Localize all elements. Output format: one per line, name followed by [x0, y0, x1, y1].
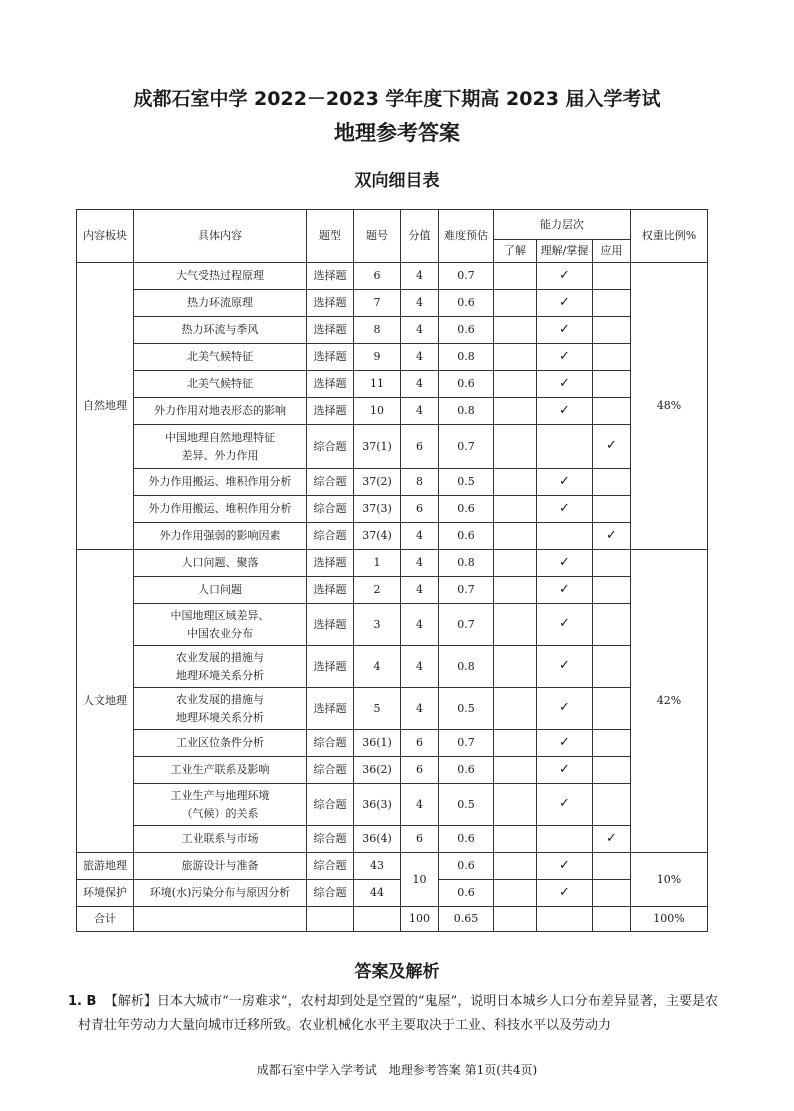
check-mark-icon: ✓	[559, 554, 570, 570]
block-cell: 自然地理	[77, 263, 134, 550]
header-ability: 能力层次	[494, 210, 631, 240]
level-understand-cell	[494, 496, 537, 523]
difficulty-cell: 0.8	[439, 344, 494, 371]
type-cell: 选择题	[307, 263, 354, 290]
number-cell: 1	[354, 550, 401, 577]
level-master-cell	[537, 880, 593, 907]
table-row	[77, 398, 708, 425]
score-cell: 4	[401, 550, 439, 577]
content-line: 工业生产与地理环境	[170, 789, 270, 803]
header-apply: 应用	[593, 240, 631, 263]
check-mark-icon: ✓	[559, 616, 570, 632]
content-cell	[134, 826, 307, 853]
level-master-cell	[537, 523, 593, 550]
difficulty-cell: 0.7	[439, 604, 494, 646]
level-understand-cell	[494, 371, 537, 398]
content-cell	[134, 263, 307, 290]
type-cell: 选择题	[307, 371, 354, 398]
total-row	[77, 907, 708, 932]
check-mark-icon: ✓	[559, 402, 570, 418]
content-cell	[134, 425, 307, 469]
level-master-cell	[537, 425, 593, 469]
level-understand-cell	[494, 550, 537, 577]
specification-table	[76, 209, 708, 932]
level-understand-cell	[494, 344, 537, 371]
content-line: 工业联系与市场	[181, 832, 259, 846]
check-mark-icon: ✓	[559, 658, 570, 674]
score-cell: 4	[401, 371, 439, 398]
content-line: 工业区位条件分析	[176, 736, 264, 750]
content-cell	[134, 784, 307, 826]
level-understand-cell	[494, 523, 537, 550]
score-cell: 10	[401, 853, 439, 907]
weight-cell: 42%	[631, 550, 708, 853]
header-understand: 了解	[494, 240, 537, 263]
type-cell: 选择题	[307, 317, 354, 344]
check-mark-icon: ✓	[559, 884, 570, 900]
table-row	[77, 317, 708, 344]
level-understand-cell	[494, 317, 537, 344]
level-master-cell	[537, 826, 593, 853]
type-cell: 选择题	[307, 604, 354, 646]
content-line: （气候）的关系	[181, 806, 259, 820]
content-line: 热力环流与季风	[181, 323, 259, 337]
content-cell	[134, 577, 307, 604]
total-weight: 100%	[631, 907, 708, 932]
check-mark-icon: ✓	[559, 700, 570, 716]
content-cell	[134, 371, 307, 398]
type-cell: 选择题	[307, 688, 354, 730]
table-row	[77, 646, 708, 688]
table-row	[77, 496, 708, 523]
level-apply-cell	[593, 425, 631, 469]
score-cell: 4	[401, 398, 439, 425]
table-row	[77, 880, 708, 907]
score-cell: 6	[401, 496, 439, 523]
type-cell: 选择题	[307, 398, 354, 425]
difficulty-cell: 0.6	[439, 371, 494, 398]
score-cell: 6	[401, 425, 439, 469]
type-cell: 选择题	[307, 646, 354, 688]
empty-cell	[354, 907, 401, 932]
table-row	[77, 604, 708, 646]
table-row	[77, 263, 708, 290]
difficulty-cell: 0.5	[439, 688, 494, 730]
difficulty-cell: 0.7	[439, 730, 494, 757]
content-line: 外力作用搬运、堆积作用分析	[148, 475, 292, 489]
content-line: 中国地理自然地理特征	[165, 431, 275, 445]
check-mark-icon: ✓	[559, 473, 570, 489]
table-title: 双向细目表	[354, 171, 440, 191]
type-cell: 综合题	[307, 757, 354, 784]
content-cell	[134, 290, 307, 317]
answers-section-title: 答案及解析	[354, 962, 440, 982]
number-cell: 36(2)	[354, 757, 401, 784]
number-cell: 11	[354, 371, 401, 398]
content-cell	[134, 646, 307, 688]
number-cell: 37(2)	[354, 469, 401, 496]
level-master-cell	[537, 757, 593, 784]
check-mark-icon: ✓	[559, 375, 570, 391]
level-master-cell	[537, 290, 593, 317]
table-row	[77, 853, 708, 880]
level-master-cell	[537, 730, 593, 757]
content-line: 环境(水)污染分布与原因分析	[149, 886, 291, 900]
score-cell: 4	[401, 646, 439, 688]
score-cell: 4	[401, 263, 439, 290]
type-cell: 综合题	[307, 880, 354, 907]
content-line: 热力环流原理	[187, 296, 253, 310]
table-row	[77, 784, 708, 826]
score-cell: 6	[401, 826, 439, 853]
level-master-cell	[537, 646, 593, 688]
header-block: 内容板块	[77, 210, 134, 263]
level-understand-cell	[494, 757, 537, 784]
empty-cell	[134, 907, 307, 932]
header-content: 具体内容	[134, 210, 307, 263]
difficulty-cell: 0.6	[439, 523, 494, 550]
level-apply-cell	[593, 398, 631, 425]
empty-cell	[307, 907, 354, 932]
header-master: 理解/掌握	[537, 240, 593, 263]
score-cell: 4	[401, 604, 439, 646]
type-cell: 选择题	[307, 290, 354, 317]
level-master-cell	[537, 371, 593, 398]
number-cell: 9	[354, 344, 401, 371]
content-line: 人口问题	[198, 583, 242, 597]
block-cell: 环境保护	[77, 880, 134, 907]
level-apply-cell	[593, 826, 631, 853]
total-difficulty: 0.65	[439, 907, 494, 932]
difficulty-cell: 0.8	[439, 550, 494, 577]
exam-title: 成都石室中学 2022－2023 学年度下期高 2023 届入学考试	[133, 88, 661, 110]
check-mark-icon: ✓	[559, 348, 570, 364]
check-mark-icon: ✓	[606, 438, 617, 454]
score-cell: 4	[401, 688, 439, 730]
content-line: 大气受热过程原理	[176, 269, 264, 283]
table-row	[77, 577, 708, 604]
difficulty-cell: 0.5	[439, 469, 494, 496]
score-cell: 4	[401, 344, 439, 371]
level-understand-cell	[494, 469, 537, 496]
type-cell: 综合题	[307, 469, 354, 496]
level-master-cell	[537, 550, 593, 577]
level-apply-cell	[593, 317, 631, 344]
level-apply-cell	[593, 784, 631, 826]
number-cell: 36(3)	[354, 784, 401, 826]
number-cell: 5	[354, 688, 401, 730]
check-mark-icon: ✓	[559, 734, 570, 750]
difficulty-cell: 0.6	[439, 826, 494, 853]
table-row	[77, 469, 708, 496]
type-cell: 选择题	[307, 577, 354, 604]
content-cell	[134, 757, 307, 784]
level-understand-cell	[494, 853, 537, 880]
empty-cell	[494, 907, 537, 932]
header-type: 题型	[307, 210, 354, 263]
level-apply-cell	[593, 757, 631, 784]
level-master-cell	[537, 344, 593, 371]
header-score: 分值	[401, 210, 439, 263]
type-cell: 综合题	[307, 425, 354, 469]
number-cell: 36(4)	[354, 826, 401, 853]
content-line: 北美气候特征	[187, 377, 253, 391]
table-row	[77, 523, 708, 550]
difficulty-cell: 0.6	[439, 317, 494, 344]
table-row	[77, 730, 708, 757]
level-apply-cell	[593, 290, 631, 317]
block-cell: 人文地理	[77, 550, 134, 853]
content-cell	[134, 398, 307, 425]
level-master-cell	[537, 688, 593, 730]
level-master-cell	[537, 398, 593, 425]
check-mark-icon: ✓	[606, 830, 617, 846]
content-cell	[134, 496, 307, 523]
level-apply-cell	[593, 263, 631, 290]
level-understand-cell	[494, 577, 537, 604]
number-cell: 37(3)	[354, 496, 401, 523]
table-row	[77, 344, 708, 371]
content-line: 工业生产联系及影响	[170, 763, 270, 777]
block-cell: 旅游地理	[77, 853, 134, 880]
type-cell: 综合题	[307, 523, 354, 550]
level-apply-cell	[593, 730, 631, 757]
header-number: 题号	[354, 210, 401, 263]
number-cell: 43	[354, 853, 401, 880]
check-mark-icon: ✓	[559, 500, 570, 516]
table-row	[77, 425, 708, 469]
level-master-cell	[537, 496, 593, 523]
content-cell	[134, 523, 307, 550]
level-apply-cell	[593, 371, 631, 398]
level-apply-cell	[593, 577, 631, 604]
number-cell: 3	[354, 604, 401, 646]
table-row	[77, 688, 708, 730]
level-apply-cell	[593, 688, 631, 730]
content-line: 农业发展的措施与	[176, 693, 264, 707]
level-master-cell	[537, 577, 593, 604]
empty-cell	[593, 907, 631, 932]
difficulty-cell: 0.6	[439, 757, 494, 784]
level-apply-cell	[593, 550, 631, 577]
level-apply-cell	[593, 853, 631, 880]
table-row	[77, 290, 708, 317]
type-cell: 综合题	[307, 730, 354, 757]
number-cell: 44	[354, 880, 401, 907]
difficulty-cell: 0.7	[439, 425, 494, 469]
header-difficulty: 难度预估	[439, 210, 494, 263]
content-line: 外力作用强弱的影响因素	[159, 529, 281, 543]
number-cell: 10	[354, 398, 401, 425]
level-master-cell	[537, 853, 593, 880]
level-apply-cell	[593, 880, 631, 907]
table-row	[77, 371, 708, 398]
content-line: 差异、外力作用	[181, 448, 259, 462]
content-cell	[134, 469, 307, 496]
score-cell: 4	[401, 577, 439, 604]
difficulty-cell: 0.8	[439, 646, 494, 688]
table-row	[77, 826, 708, 853]
score-cell: 4	[401, 784, 439, 826]
content-cell	[134, 317, 307, 344]
number-cell: 37(4)	[354, 523, 401, 550]
number-cell: 8	[354, 317, 401, 344]
table-row	[77, 550, 708, 577]
check-mark-icon: ✓	[559, 796, 570, 812]
level-understand-cell	[494, 263, 537, 290]
check-mark-icon: ✓	[559, 321, 570, 337]
level-master-cell	[537, 469, 593, 496]
content-line: 北美气候特征	[187, 350, 253, 364]
score-cell: 4	[401, 523, 439, 550]
level-understand-cell	[494, 826, 537, 853]
difficulty-cell: 0.7	[439, 263, 494, 290]
header-weight: 权重比例%	[631, 210, 708, 263]
content-cell	[134, 604, 307, 646]
weight-cell: 48%	[631, 263, 708, 550]
level-understand-cell	[494, 646, 537, 688]
difficulty-cell: 0.6	[439, 290, 494, 317]
answer-title: 地理参考答案	[334, 121, 460, 145]
type-cell: 综合题	[307, 496, 354, 523]
score-cell: 4	[401, 290, 439, 317]
level-master-cell	[537, 784, 593, 826]
level-apply-cell	[593, 496, 631, 523]
total-score: 100	[401, 907, 439, 932]
content-line: 地理环境关系分析	[176, 668, 264, 682]
level-understand-cell	[494, 784, 537, 826]
score-cell: 6	[401, 757, 439, 784]
difficulty-cell: 0.6	[439, 853, 494, 880]
type-cell: 综合题	[307, 784, 354, 826]
check-mark-icon: ✓	[559, 857, 570, 873]
content-line: 地理环境关系分析	[176, 710, 264, 724]
difficulty-cell: 0.6	[439, 880, 494, 907]
type-cell: 选择题	[307, 550, 354, 577]
content-cell	[134, 880, 307, 907]
number-cell: 6	[354, 263, 401, 290]
content-cell	[134, 853, 307, 880]
level-understand-cell	[494, 290, 537, 317]
level-apply-cell	[593, 469, 631, 496]
score-cell: 4	[401, 317, 439, 344]
answer-paragraph	[68, 990, 718, 1038]
check-mark-icon: ✓	[559, 581, 570, 597]
level-master-cell	[537, 317, 593, 344]
number-cell: 7	[354, 290, 401, 317]
check-mark-icon: ✓	[559, 761, 570, 777]
content-cell	[134, 730, 307, 757]
number-cell: 36(1)	[354, 730, 401, 757]
number-cell: 2	[354, 577, 401, 604]
content-cell	[134, 550, 307, 577]
level-master-cell	[537, 604, 593, 646]
question-number: 1. B	[68, 994, 97, 1009]
number-cell: 37(1)	[354, 425, 401, 469]
page-footer: 成都石室中学入学考试 地理参考答案 第1页(共4页)	[256, 1063, 538, 1077]
content-line: 中国农业分布	[187, 626, 253, 640]
number-cell: 4	[354, 646, 401, 688]
total-label: 合计	[77, 907, 134, 932]
content-line: 农业发展的措施与	[176, 651, 264, 665]
content-cell	[134, 688, 307, 730]
content-line: 人口问题、聚落	[181, 556, 259, 570]
type-cell: 综合题	[307, 853, 354, 880]
type-cell: 选择题	[307, 344, 354, 371]
level-apply-cell	[593, 604, 631, 646]
level-understand-cell	[494, 880, 537, 907]
level-understand-cell	[494, 398, 537, 425]
content-cell	[134, 344, 307, 371]
level-master-cell	[537, 263, 593, 290]
check-mark-icon: ✓	[559, 294, 570, 310]
level-understand-cell	[494, 730, 537, 757]
level-apply-cell	[593, 646, 631, 688]
weight-cell: 10%	[631, 853, 708, 907]
table-row	[77, 757, 708, 784]
difficulty-cell: 0.6	[439, 496, 494, 523]
score-cell: 8	[401, 469, 439, 496]
level-apply-cell	[593, 523, 631, 550]
type-cell: 综合题	[307, 826, 354, 853]
level-understand-cell	[494, 688, 537, 730]
difficulty-cell: 0.8	[439, 398, 494, 425]
content-line: 外力作用搬运、堆积作用分析	[148, 502, 292, 516]
check-mark-icon: ✓	[559, 267, 570, 283]
difficulty-cell: 0.7	[439, 577, 494, 604]
empty-cell	[537, 907, 593, 932]
level-understand-cell	[494, 425, 537, 469]
content-line: 旅游设计与准备	[181, 859, 259, 873]
level-apply-cell	[593, 344, 631, 371]
answer-explanation: 【解析】日本大城市“一房难求”，农村却到处是空置的“鬼屋”，说明日本城乡人口分布差异显著，主要是农村青壮年劳动力大量向城市迁移所致。农业机械化水平主要取决于工业、科技水平以及劳动力	[78, 994, 718, 1033]
content-line: 中国地理区域差异、	[170, 609, 270, 623]
level-understand-cell	[494, 604, 537, 646]
table-header-row	[77, 210, 708, 240]
score-cell: 6	[401, 730, 439, 757]
difficulty-cell: 0.5	[439, 784, 494, 826]
check-mark-icon: ✓	[606, 527, 617, 543]
content-line: 外力作用对地表形态的影响	[154, 404, 286, 418]
